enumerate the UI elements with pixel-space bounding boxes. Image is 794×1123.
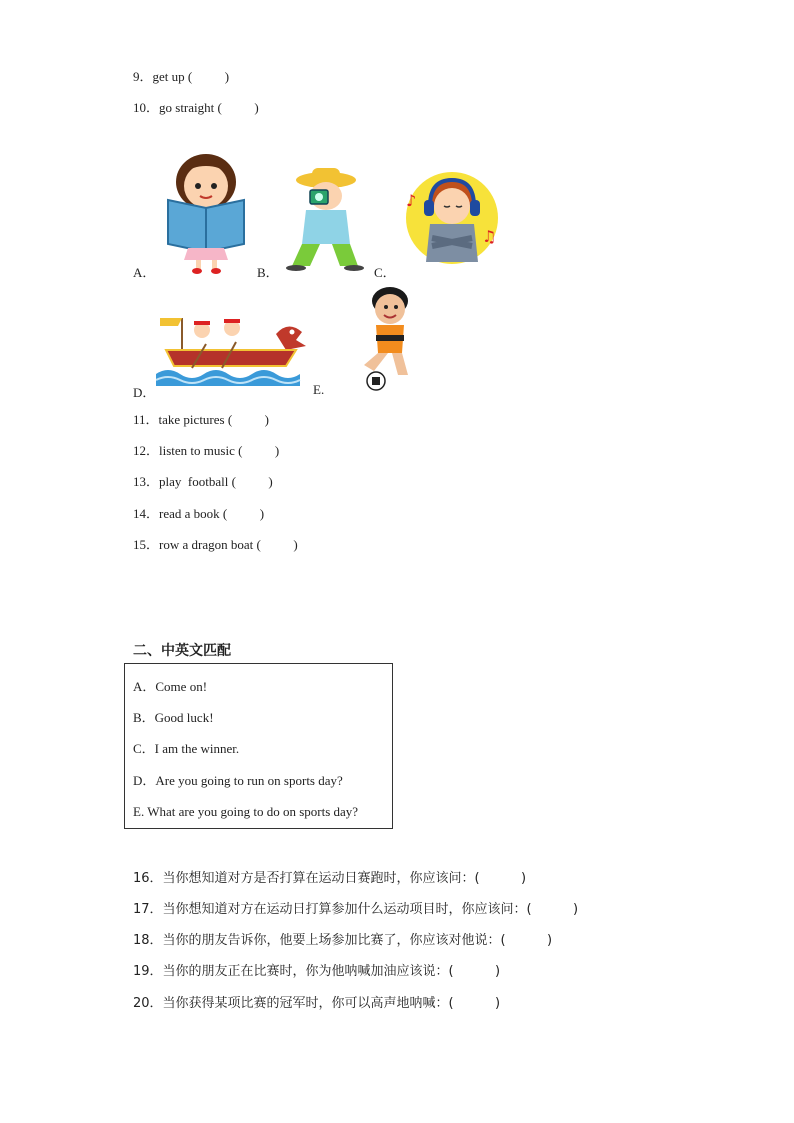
question-text: take pictures ( ) — [158, 412, 269, 427]
picture-label-d: D． — [133, 385, 156, 400]
question-text: read a book ( ) — [159, 506, 265, 521]
question-12 — [133, 443, 279, 459]
question-9 — [133, 69, 229, 85]
section-title: 二、中英文匹配 — [133, 643, 231, 659]
question-text: go straight ( ) — [159, 100, 259, 115]
question-10 — [133, 100, 259, 116]
question-number: 12． — [133, 443, 160, 458]
options-box — [124, 663, 393, 829]
question-text: row a dragon boat ( ) — [159, 537, 298, 552]
question-20 — [133, 996, 500, 1012]
option-c: C．I am the winner. — [133, 741, 240, 756]
svg-text:♫: ♫ — [482, 227, 497, 246]
question-text: 当你想知道对方是否打算在运动日赛跑时，你应该问：( ) — [162, 871, 527, 886]
question-number: 11． — [133, 412, 159, 427]
question-text: listen to music ( ) — [159, 443, 280, 458]
question-text: 当你的朋友正在比赛时，你为他呐喊加油应该说：( ) — [162, 964, 501, 979]
picture-label-b: B． — [257, 265, 279, 280]
question-18 — [133, 933, 552, 949]
question-text: play football ( ) — [159, 474, 273, 489]
question-number: 20． — [133, 996, 163, 1011]
boy-listening-to-music-icon — [400, 166, 500, 270]
picture-label-a: A． — [133, 265, 156, 280]
question-11 — [133, 412, 269, 428]
question-number: 17． — [133, 902, 163, 917]
question-19 — [133, 964, 500, 980]
question-14 — [133, 506, 264, 522]
question-number: 19． — [133, 964, 163, 979]
question-17 — [133, 902, 578, 918]
question-number: 18． — [133, 933, 163, 948]
girl-reading-book-icon — [160, 152, 252, 276]
question-text: 当你获得某项比赛的冠军时，你可以高声地呐喊：( ) — [162, 996, 501, 1011]
question-number: 15． — [133, 537, 160, 552]
boy-taking-pictures-icon — [284, 166, 366, 272]
picture-label-c: C． — [374, 265, 396, 280]
picture-label-e: E. — [313, 382, 325, 397]
svg-text:♪: ♪ — [406, 191, 417, 210]
question-15 — [133, 537, 298, 553]
question-16 — [133, 871, 526, 887]
dragon-boat-racing-icon — [156, 310, 308, 392]
question-number: 10． — [133, 100, 160, 115]
question-text: 当你的朋友告诉你，他要上场参加比赛了，你应该对他说：( ) — [162, 933, 553, 948]
option-e: E. What are you going to do on sports day? — [133, 804, 359, 819]
question-number: 13． — [133, 474, 160, 489]
option-a: A．Come on! — [133, 679, 208, 694]
option-b: B．Good luck! — [133, 710, 214, 725]
question-number: 14． — [133, 506, 160, 521]
option-d: D．Are you going to run on sports day? — [133, 773, 343, 788]
boy-playing-football-icon — [356, 283, 426, 393]
question-13 — [133, 474, 273, 490]
question-number: 16． — [133, 871, 163, 886]
question-text: 当你想知道对方在运动日打算参加什么运动项目时，你应该问：( ) — [162, 902, 579, 917]
question-text: get up ( ) — [152, 69, 230, 84]
question-number: 9． — [133, 69, 153, 84]
